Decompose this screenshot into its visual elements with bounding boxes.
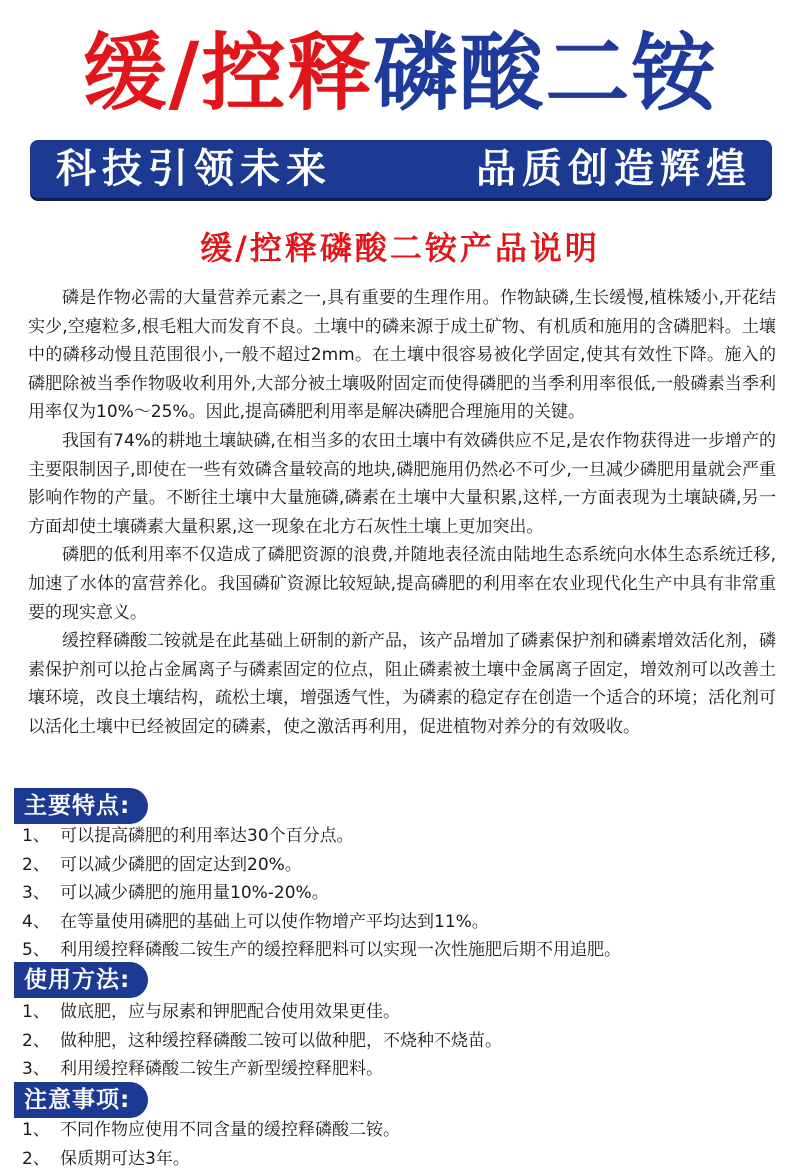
item-number: 4、	[22, 911, 50, 932]
item-number: 3、	[22, 883, 50, 904]
title-red-part: 缓/控释	[82, 23, 374, 122]
item-number: 2、	[22, 1148, 50, 1169]
list-item	[22, 822, 792, 851]
list-item	[22, 908, 792, 937]
list-item	[22, 851, 792, 880]
item-text: 保质期可达3年。	[60, 1148, 190, 1169]
slogan-right: 品质创造辉煌	[476, 146, 752, 192]
item-number: 1、	[22, 1120, 50, 1140]
features-list	[22, 822, 792, 965]
item-text: 在等量使用磷肥的基础上可以使作物增产平均达到11%。	[60, 911, 489, 932]
list-item	[22, 998, 792, 1027]
item-number: 1、	[22, 826, 50, 846]
list-item	[22, 1145, 792, 1173]
item-number: 5、	[22, 940, 50, 961]
intro-paragraph: 磷是作物必需的大量营养元素之一,具有重要的生理作用。作物缺磷,生长缓慢,植株矮小,开花结实少,空瘪粒多,根毛粗大而发育不良。土壤中的磷来源于成土矿物、有机质和施用的含磷肥料。土壤中的磷移动慢且范围很小,一般不超过2mm。在土壤中很容易被化学固定,使其有效性下降。施入的磷肥除被当季作物吸收利用外,大部分被土壤吸附固定而使得磷肥的当季利用率很低,一般磷素当季利用率仅为10%～25%。因此,提高磷肥利用率是解决磷肥合理施用的关键。	[28, 288, 776, 423]
intro-paragraph: 磷肥的低利用率不仅造成了磷肥资源的浪费,并随地表径流由陆地生态系统向水体生态系统迁移,加速了水体的富营养化。我国磷矿资源比较短缺,提高磷肥的利用率在农业现代化生产中具有非常重要的现实意义。	[28, 545, 776, 623]
item-text: 可以减少磷肥的施用量10%-20%。	[60, 883, 329, 904]
intro-paragraph: 缓控释磷酸二铵就是在此基础上研制的新产品，该产品增加了磷素保护剂和磷素增效活化剂，磷素保护剂可以抢占金属离子与磷素固定的位点，阻止磷素被土壤中金属离子固定，增效剂可以改善土壤环境，改良土壤结构，疏松土壤，增强透气性，为磷素的稳定存在创造一个适合的环境；活化剂可以活化土壤中已经被固定的磷素，使之激活再利用，促进植物对养分的有效吸收。	[28, 631, 776, 737]
intro-body	[28, 284, 776, 742]
item-text: 利用缓控释磷酸二铵生产的缓控释肥料可以实现一次性施肥后期不用追肥。	[60, 940, 621, 961]
list-item	[22, 879, 792, 908]
notes-heading: 注意事项:	[14, 1082, 148, 1118]
item-text: 不同作物应使用不同含量的缓控释磷酸二铵。	[60, 1120, 400, 1140]
product-title	[0, 18, 800, 128]
title-blue-part: 磷酸二铵	[373, 23, 718, 122]
slogan-left: 科技引领未来	[56, 146, 332, 192]
item-number: 3、	[22, 1059, 50, 1080]
list-item	[22, 1027, 792, 1056]
item-number: 2、	[22, 1030, 50, 1051]
item-number: 2、	[22, 854, 50, 875]
document-subtitle: 缓/控释磷酸二铵产品说明	[200, 229, 600, 267]
notes-list	[22, 1116, 792, 1173]
item-text: 做底肥，应与尿素和钾肥配合使用效果更佳。	[60, 1002, 400, 1022]
item-text: 做种肥，这种缓控释磷酸二铵可以做种肥，不烧种不烧苗。	[60, 1030, 502, 1051]
features-heading: 主要特点:	[14, 788, 148, 824]
item-text: 可以提高磷肥的利用率达30个百分点。	[60, 826, 354, 846]
item-text: 利用缓控释磷酸二铵生产新型缓控释肥料。	[60, 1059, 383, 1080]
list-item	[22, 936, 792, 965]
item-text: 可以减少磷肥的固定达到20%。	[60, 854, 302, 875]
item-number: 1、	[22, 1002, 50, 1022]
usage-list	[22, 998, 792, 1084]
list-item	[22, 1116, 792, 1145]
usage-heading: 使用方法:	[14, 962, 148, 998]
intro-paragraph: 我国有74%的耕地土壤缺磷,在相当多的农田土壤中有效磷供应不足,是农作物获得进一步增产的主要限制因子,即使在一些有效磷含量较高的地块,磷肥施用仍然必不可少,一旦减少磷肥用量就会严重影响作物的产量。不断往土壤中大量施磷,磷素在土壤中大量积累,这样,一方面表现为土壤缺磷,另一方面却使土壤磷素大量积累,这一现象在北方石灰性土壤上更加突出。	[28, 430, 776, 537]
list-item	[22, 1055, 792, 1084]
slogan-banner	[30, 140, 772, 198]
